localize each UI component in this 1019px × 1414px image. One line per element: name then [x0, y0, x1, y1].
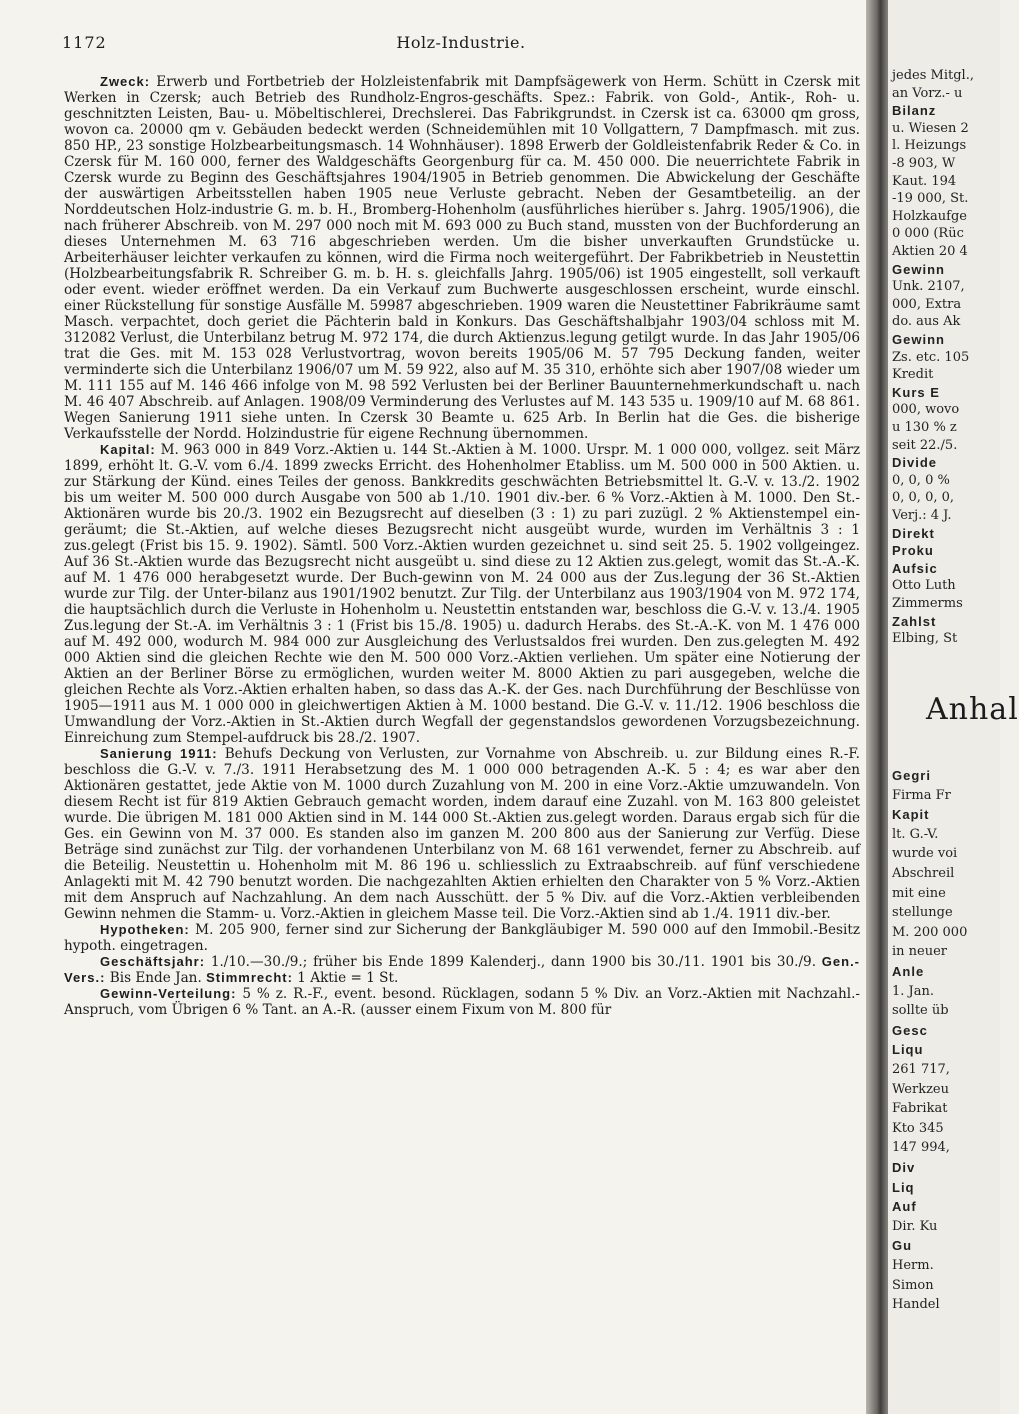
running-title: Holz-Industrie.	[396, 33, 526, 52]
right-page-fragment: Zimmerms	[892, 596, 963, 611]
right-page-fragment: Unk. 2107,	[892, 279, 965, 295]
right-page-fragment: -19 000, St.	[892, 191, 969, 207]
right-page-fragment: Bilanz	[892, 103, 937, 119]
right-page-fragment: l. Heizungs	[892, 138, 967, 154]
right-page-fragment: Dir. Ku	[892, 1218, 938, 1234]
right-page-fragment: Proku	[892, 543, 934, 559]
right-page-fragment: Anle	[892, 964, 925, 979]
section-label: Sanierung 1911:	[100, 746, 218, 761]
right-page-fragment: an Vorz.- u	[892, 85, 963, 101]
section-label-genvers: Gen.-Vers.:	[64, 954, 861, 985]
right-page-fragment: 147 994,	[892, 1140, 950, 1156]
section-label-stimmrecht: Stimmrecht:	[206, 970, 293, 985]
right-page-fragment: Kto 345	[892, 1120, 944, 1136]
right-page-heading: Anhal	[926, 692, 1019, 727]
right-page-fragment: Holzkaufge	[892, 208, 967, 224]
right-page-fragment: lt. G.-V.	[892, 826, 939, 842]
right-page-fragment: Firma Fr	[892, 787, 951, 803]
right-page-fragment: -8 903, W	[892, 156, 956, 171]
right-page-fragment: Abschreil	[892, 866, 955, 881]
right-page-fragment: sollte üb	[892, 1003, 949, 1019]
right-page-fragment: Auf	[892, 1199, 917, 1215]
right-page-fragment: Verj.: 4 J.	[892, 508, 952, 523]
section-label: Zweck:	[100, 74, 151, 89]
right-page-fragment: Aufsic	[892, 560, 938, 576]
right-page-fragment: Werkzeu	[892, 1081, 950, 1097]
right-page-fragment: Kaut. 194	[892, 173, 957, 189]
section-label: Kapital:	[100, 442, 156, 457]
section-kapital	[64, 442, 860, 746]
right-page-fragment: in neuer	[892, 944, 948, 960]
right-page-fragment: Liqu	[892, 1042, 924, 1058]
right-page-fragment: Gu	[892, 1238, 913, 1254]
section-geschaeftsjahr	[64, 954, 860, 986]
right-page-edge	[888, 0, 1019, 1414]
right-page-fragment: Kapit	[892, 807, 930, 823]
section-sanierung	[64, 746, 860, 922]
right-page-fragment: Kredit	[892, 367, 934, 383]
section-text: M. 205 900, ferner sind zur Sicherung der Bankgläubiger M. 590 000 auf den Immobil.-Besitz hypoth. eingetragen.	[64, 922, 860, 954]
right-page-fragment: Otto Luth	[892, 578, 956, 594]
right-page-fragment: Gewinn	[892, 332, 945, 347]
section-text: Behufs Deckung von Verlusten, zur Vornahme von Abschreib. u. zur Bildung eines R.-F. beschloss die G.-V. v. 7./3. 1911 Herabsetzung des M. 1 000 000 betragenden A.-K. 5 : 4; es war aber den Aktionären gestattet, jede Aktie von M. 1000 durch Zuzahlung von M. 200 in eine Vorz.-Aktie umzuwandeln. Von diesem Recht ist für 819 Aktien Gebrauch gemacht worden, indem darauf eine Zuzahl. von M. 163 800 geleistet wurde. Die übrigen M. 181 000 Aktien sind in M. 144 000 St.-Aktien zus.gelegt worden. Daraus ergab sich für die Ges. ein Gewinn von M. 37 000. Es standen also im ganzen M. 200 800 aus der Sanierung zur Verfüg. Diese Beträge sind zunächst zur Tilg. der vorhandenen Unterbilanz von M. 68 161 verwendet, ferner zu Abschreib. auf die Beteilig. Neustettin u. Hohenholm mit M. 86 196 u. schliesslich zu Extraabschreib. auf fünf verschiedene Anlagekti mit M. 42 790 benutzt worden. Die nachgezahlten Aktien erhielten den Charakter von 5 % Vorz.-Aktien mit dem Anspruch auf Nachzahlung. An dem nach Ausschütt. der 5 % Div. auf die Vorz.-Aktien verbleibenden Gewinn nehmen die Stamm- u. Vorz.-Aktien in gleichem Masse teil. Die Vorz.-Aktien sind ab 1./4. 1911 div.-ber.	[64, 746, 860, 922]
right-page-fragment: seit 22./5.	[892, 437, 958, 453]
right-page-fragment: Aktien 20 4	[892, 244, 968, 259]
right-page-fragment: 1. Jan.	[892, 983, 935, 999]
right-page-fragment: 0, 0, 0 %	[892, 472, 950, 488]
right-page-fragment: Direkt	[892, 525, 935, 541]
right-page-fragment: Gesc	[892, 1022, 928, 1038]
right-page-fragment: u 130 % z	[892, 420, 957, 435]
right-page-fragment: do. aus Ak	[892, 314, 961, 330]
right-page-fragment: Herm.	[892, 1258, 934, 1273]
right-page-fragment: mit eine	[892, 885, 946, 901]
right-page-fragment: M. 200 000	[892, 924, 968, 940]
section-text-stimmrecht: 1 Aktie = 1 St.	[297, 970, 399, 986]
right-page-fragment: Simon	[892, 1277, 934, 1293]
section-hypotheken	[64, 922, 860, 954]
section-label: Hypotheken:	[100, 922, 190, 937]
right-page-fragment: 000, wovo	[892, 402, 960, 418]
right-page-fragment: wurde voi	[892, 846, 958, 862]
right-page-fragment: Zs. etc. 105	[892, 349, 970, 365]
right-page-fragment: Liq	[892, 1179, 915, 1195]
section-gewinn-verteilung	[64, 986, 860, 1018]
section-text-genvers: Bis Ende Jan.	[109, 970, 202, 986]
section-label: Geschäftsjahr:	[100, 954, 206, 969]
right-page-fragment: Elbing, St	[892, 631, 958, 647]
right-page-fragment: Divide	[892, 455, 938, 471]
page-number: 1172	[62, 33, 107, 52]
section-text: Erwerb und Fortbetrieb der Holzleistenfabrik mit Dampfsägewerk von Herm. Schütt in Czersk mit Werken in Czersk; auch Betrieb des Rundholz-Engros-geschäfts. Spez.: Fabrik. von Gold-, Antik-, Roh- u. geschnitzten Leisten, Bau- u. Möbeltischlerei, Drechslerei. Das Fabrikgrundst. in Czersk ist ca. 63000 qm gross, wovon ca. 20000 qm v. Gebäuden bedeckt werden (Schneidemühlen mit 10 Vollgattern, 7 Dampfmasch. mit zus. 850 HP., 23 sonstige Holzbearbeitungsmasch. 14 Wohnhäuser). 1898 Erwerb der Goldleistenfabrik Reder & Co. in Czersk für M. 160 000, ferner des Waldgeschäfts Georgenburg für ca. M. 450 000. Die neuerrichtete Fabrik in Czersk wurde zu Beginn des Geschäftsjahres 1904/1905 in Betrieb genommen. Die Abwickelung der Geschäfte der auswärtigen Arbeitsstellen haben 1905 neue Verluste gebracht. Neben der Gesamtbeteilig. an der Norddeutschen Holz-industrie G. m. b. H., Bromberg-Hohenholm (ausführliches hierüber s. Jahrg. 1905/1906), die nach früherer Abschreib. von M. 297 000 noch mit M. 693 000 zu Buch stand, mussten von der Buchforderung an dieses Unternehmen M. 63 716 abgeschrieben werden. Um die bisher unverkauften Grundstücke u. Arbeiterhäuser leichter verkaufen zu können, wird die Firma noch weitergeführt. Der Fabrikbetrieb in Neustettin (Holzbearbeitungsfabrik R. Schreiber G. m. b. H. s. gleichfalls Jahrg. 1905/06) ist 1905 eingestellt, soll verkauft oder event. wieder eröffnet werden. Da ein Verkauf zum Buchwerte ausgeschlossen erscheint, wurde einschl. einer Rückstellung für sonstige Ausfälle M. 59987 abgeschrieben. 1909 waren die Neustettiner Fabrikräume samt Masch. verpachtet, doch geriet die Pächterin bald in Konkurs. Das Geschäftshalbjahr 1903/04 schloss mit M. 312082 Verlust, die Unterbilanz betrug M. 972 174, die durch Aktienzus.legung getilgt wurde. In das Jahr 1905/06 trat die Ges. mit M. 153 028 Verlustvortrag, wovon bereits 1905/06 M. 57 795 Deckung fanden, weiter verminderte sich die Unterbilanz 1906/07 um M. 59 922, also auf M. 35 310, erhöhte sich aber 1907/08 wieder um M. 111 155 auf M. 146 466 infolge von M. 98 592 Verlusten bei der Berliner Bauunternehmerkundschaft u. nach M. 46 407 Abschreib. auf Anlagen. 1908/09 Verminderung des Verlustes auf M. 143 535 u. 1909/10 auf M. 68 861. Wegen Sanierung 1911 siehe unten. In Czersk 30 Beamte u. 625 Arb. In Berlin hat die Ges. die bisherige Verkaufsstelle der Nordd. Holzindustrie für eigene Rechnung übernommen.	[64, 74, 860, 442]
right-page-fragment: Div	[892, 1160, 916, 1175]
section-zweck	[64, 74, 860, 442]
right-page-fragment: u. Wiesen 2	[892, 120, 969, 136]
right-page-fragment: Handel	[892, 1297, 940, 1313]
article-body	[64, 74, 860, 1018]
page-header	[62, 33, 860, 55]
book-gutter	[866, 0, 890, 1414]
right-page-fragment: Fabrikat	[892, 1101, 948, 1117]
right-page-fragment: 0 000 (Rüc	[892, 226, 964, 242]
right-page-fragment: Zahlst	[892, 613, 937, 629]
section-text: 5 % z. R.-F., event. besond. Rücklagen, sodann 5 % Div. an Vorz.-Aktien mit Nachzahl.-Anspruch, vom Übrigen 6 % Tant. an A.-R. (ausser einem Fixum von M. 800 für	[64, 986, 861, 1018]
right-page-fragment: 000, Extra	[892, 296, 962, 312]
section-text: 1./10.—30./9.; früher bis Ende 1899 Kalenderj., dann 1900 bis 30./11. 1901 bis 30./9.	[210, 954, 817, 970]
right-page-fragment: stellunge	[892, 905, 953, 921]
right-page-fragment: Gegri	[892, 768, 931, 783]
right-page-fragment: 0, 0, 0, 0,	[892, 490, 955, 506]
right-page-fragment: Gewinn	[892, 261, 945, 277]
right-page-fragment: Kurs E	[892, 384, 940, 400]
section-text: M. 963 000 in 849 Vorz.-Aktien u. 144 St.-Aktien à M. 1000. Urspr. M. 1 000 000, vollgez. seit März 1899, erhöht lt. G.-V. vom 6./4. 1899 zwecks Erricht. des Hohenholmer Etabliss. um M. 500 000 in 500 Aktien. u. zur Stärkung der Künd. eines Teiles der genoss. Bankkredits geschwächten Betriebsmittel lt. G.-V. v. 13./2. 1902 bis um weiter M. 500 000 durch Ausgabe von 500 ab 1./10. 1901 div.-ber. 6 % Vorz.-Aktien à M. 1000. Den St.-Aktionären wurde bis 20./3. 1902 ein Bezugsrecht auf dieselben (3 : 1) zu pari zuzügl. 2 % Aktienstempel ein-geräumt; die St.-Aktien, auf welche dieses Bezugsrecht nicht ausgeübt wurde, wurden im Verhältnis 3 : 1 zus.gelegt (Frist bis 15. 9. 1902). Sämtl. 500 Vorz.-Aktien wurden gezeichnet u. sind seit 25. 5. 1902 vollgeingez. Auf 36 St.-Aktien wurde das Bezugsrecht nicht ausgeübt u. sind diese zu 12 Aktien zus.gelegt, womit das St.-A.-K. auf M. 1 476 000 herabgesetzt wurde. Der Buch-gewinn von M. 24 000 aus der Zus.legung der 36 St.-Aktien wurde zur Tilg. der Unter-bilanz aus 1901/1902 benutzt. Zur Tilg. der Unterbilanz aus 1903/1904 von M. 972 174, die hauptsächlich durch die Verluste in Hohenholm u. Neustettin entstanden war, beschloss die G.-V. v. 13./4. 1905 Zus.legung der St.-A. im Verhältnis 3 : 1 (Frist bis 15./8. 1905) u. dadurch Herabs. des St.-A.-K. von M. 1 476 000 auf M. 492 000, wodurch M. 984 000 zur Ausgleichung des Verlustsaldos frei wurden. Den zus.gelegten M. 492 000 Aktien sind die gleichen Rechte wie den M. 500 000 Vorz.-Aktien verliehen. Um später eine Notierung der Aktien an der Berliner Börse zu ermöglichen, wurden weiter M. 8000 Aktien zu pari ausgegeben, welche die gleichen Rechte als Vorz.-Aktien erhalten haben, so dass das A.-K. der Ges. nach Durchführung der Beschlüsse von 1905—1911 aus M. 1 000 000 in gleichwertigen Aktien à M. 1000 bestand. Die G.-V. v. 11./12. 1906 beschloss die Umwandlung der Vorz.-Aktien in St.-Aktien durch Wegfall der gegenstandslos gewordenen Vorzugsbezeichnung. Einreichung zum Stempel-aufdruck bis 28./2. 1907.	[64, 442, 860, 746]
section-label: Gewinn-Verteilung:	[100, 986, 237, 1001]
right-page-fragment: jedes Mitgl.,	[892, 68, 974, 83]
right-page-fragment: 261 717,	[892, 1062, 950, 1077]
